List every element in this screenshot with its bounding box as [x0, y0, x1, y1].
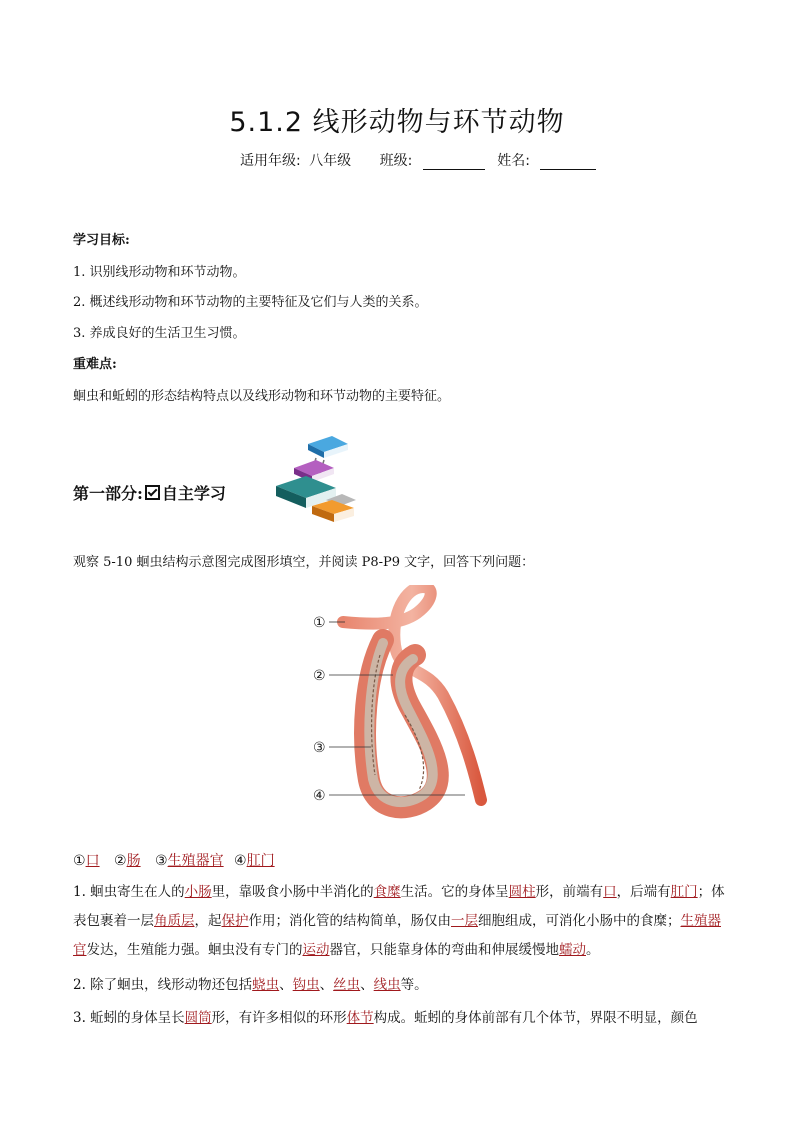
q1-text: 1. 蛔虫寄生在人的: [73, 884, 185, 900]
q1-answer: 蠕动: [559, 942, 586, 958]
roundworm-diagram: [305, 585, 505, 830]
grade-label: 适用年级:: [240, 153, 301, 169]
q2-answer: 线虫: [373, 977, 401, 993]
q1-text: 生活。它的身体呈: [400, 884, 509, 900]
figure-marker-4: ④: [313, 788, 326, 804]
q1-text: 形，前端有: [535, 884, 604, 900]
answer-reproductive: 生殖器官: [167, 853, 224, 869]
key-points-text: 蛔虫和蚯蚓的形态结构特点以及线形动物和环节动物的主要特征。: [73, 389, 451, 404]
q1-text: 细胞组成，可消化小肠中的食糜；: [478, 913, 681, 929]
q3-text: 构成。蚯蚓的身体前部有几个体节，界限不明显，颜色: [373, 1010, 698, 1026]
q1-text: 作用；消化管的结构简单，肠仅由: [248, 913, 451, 929]
answer-anus: 肛门: [246, 853, 275, 869]
checkbox-icon: [145, 485, 160, 500]
q1-text: 发达，生殖能力强。蛔虫没有专门的: [86, 942, 303, 958]
q3-text: 3. 蚯蚓的身体呈长: [73, 1010, 185, 1026]
q1-answer: 运动: [302, 942, 330, 958]
name-blank: [540, 155, 596, 170]
question-2: [73, 971, 728, 1000]
q1-text: 。: [586, 942, 600, 958]
q3-answer: 体节: [346, 1010, 374, 1026]
grade-value: 八年级: [309, 153, 352, 169]
q1-answer: 食糜: [373, 884, 401, 900]
answer-number: ①: [73, 853, 86, 869]
answer-number: ③: [155, 853, 168, 869]
q1-answer: 小肠: [184, 884, 212, 900]
goal-item: 1. 识别线形动物和环节动物。: [73, 265, 246, 280]
key-points-heading: 重难点:: [73, 357, 117, 372]
page-title: 5.1.2 线形动物与环节动物: [229, 107, 565, 138]
answer-number: ④: [234, 853, 247, 869]
class-label: 班级:: [379, 153, 413, 169]
diagram-answers: [73, 850, 275, 870]
student-info: [240, 150, 596, 170]
q1-text: ；体表包裹着一层: [73, 884, 725, 929]
q2-answer: 丝虫: [333, 977, 361, 993]
q2-answer: 钩虫: [292, 977, 320, 993]
figure-marker-2: ②: [313, 668, 326, 684]
answer-intestine: 肠: [126, 853, 141, 869]
q1-answer: 角质层: [154, 913, 195, 929]
goals-heading: 学习目标:: [73, 233, 130, 248]
class-blank: [423, 155, 485, 170]
q2-answer: 蛲虫: [252, 977, 280, 993]
q2-text: 等。: [400, 977, 428, 993]
q1-text: 器官，只能靠身体的弯曲和伸展缓慢地: [329, 942, 559, 958]
part-one-prefix: 第一部分:: [73, 484, 143, 503]
q3-text: 形，有许多相似的环形: [211, 1010, 347, 1026]
q2-sep: 、: [319, 977, 334, 993]
question-1: [73, 878, 728, 965]
q2-text: 2. 除了蛔虫，线形动物还包括: [73, 977, 253, 993]
instruction-text: 观察 5-10 蛔虫结构示意图完成图形填空，并阅读 P8-P9 文字，回答下列问题：: [73, 555, 535, 570]
q1-answer: 肛门: [670, 884, 698, 900]
q3-answer: 圆筒: [184, 1010, 212, 1026]
figure-marker-1: ①: [313, 615, 326, 631]
q1-answer: 口: [603, 884, 617, 900]
q1-text: ，后端有: [616, 884, 671, 900]
part-one-heading: [73, 481, 226, 504]
answer-mouth: 口: [85, 853, 100, 869]
q1-answer: 保护: [221, 913, 249, 929]
part-one-title: 自主学习: [161, 484, 226, 503]
answer-number: ②: [114, 853, 127, 869]
q1-text: ，起: [194, 913, 222, 929]
q1-answer: 一层: [451, 913, 478, 929]
q2-sep: 、: [279, 977, 293, 993]
figure-marker-3: ③: [313, 740, 326, 756]
q2-sep: 、: [360, 977, 374, 993]
goal-item: 3. 养成良好的生活卫生习惯。: [73, 326, 246, 341]
q1-text: 里，靠吸食小肠中半消化的: [211, 884, 374, 900]
q1-answer: 圆柱: [508, 884, 536, 900]
stacked-books-icon: [272, 434, 362, 526]
name-label: 姓名:: [497, 153, 530, 169]
goal-item: 2. 概述线形动物和环节动物的主要特征及它们与人类的关系。: [73, 295, 428, 310]
q1-answer: 生殖器官: [73, 913, 721, 958]
question-3: [73, 1004, 728, 1033]
